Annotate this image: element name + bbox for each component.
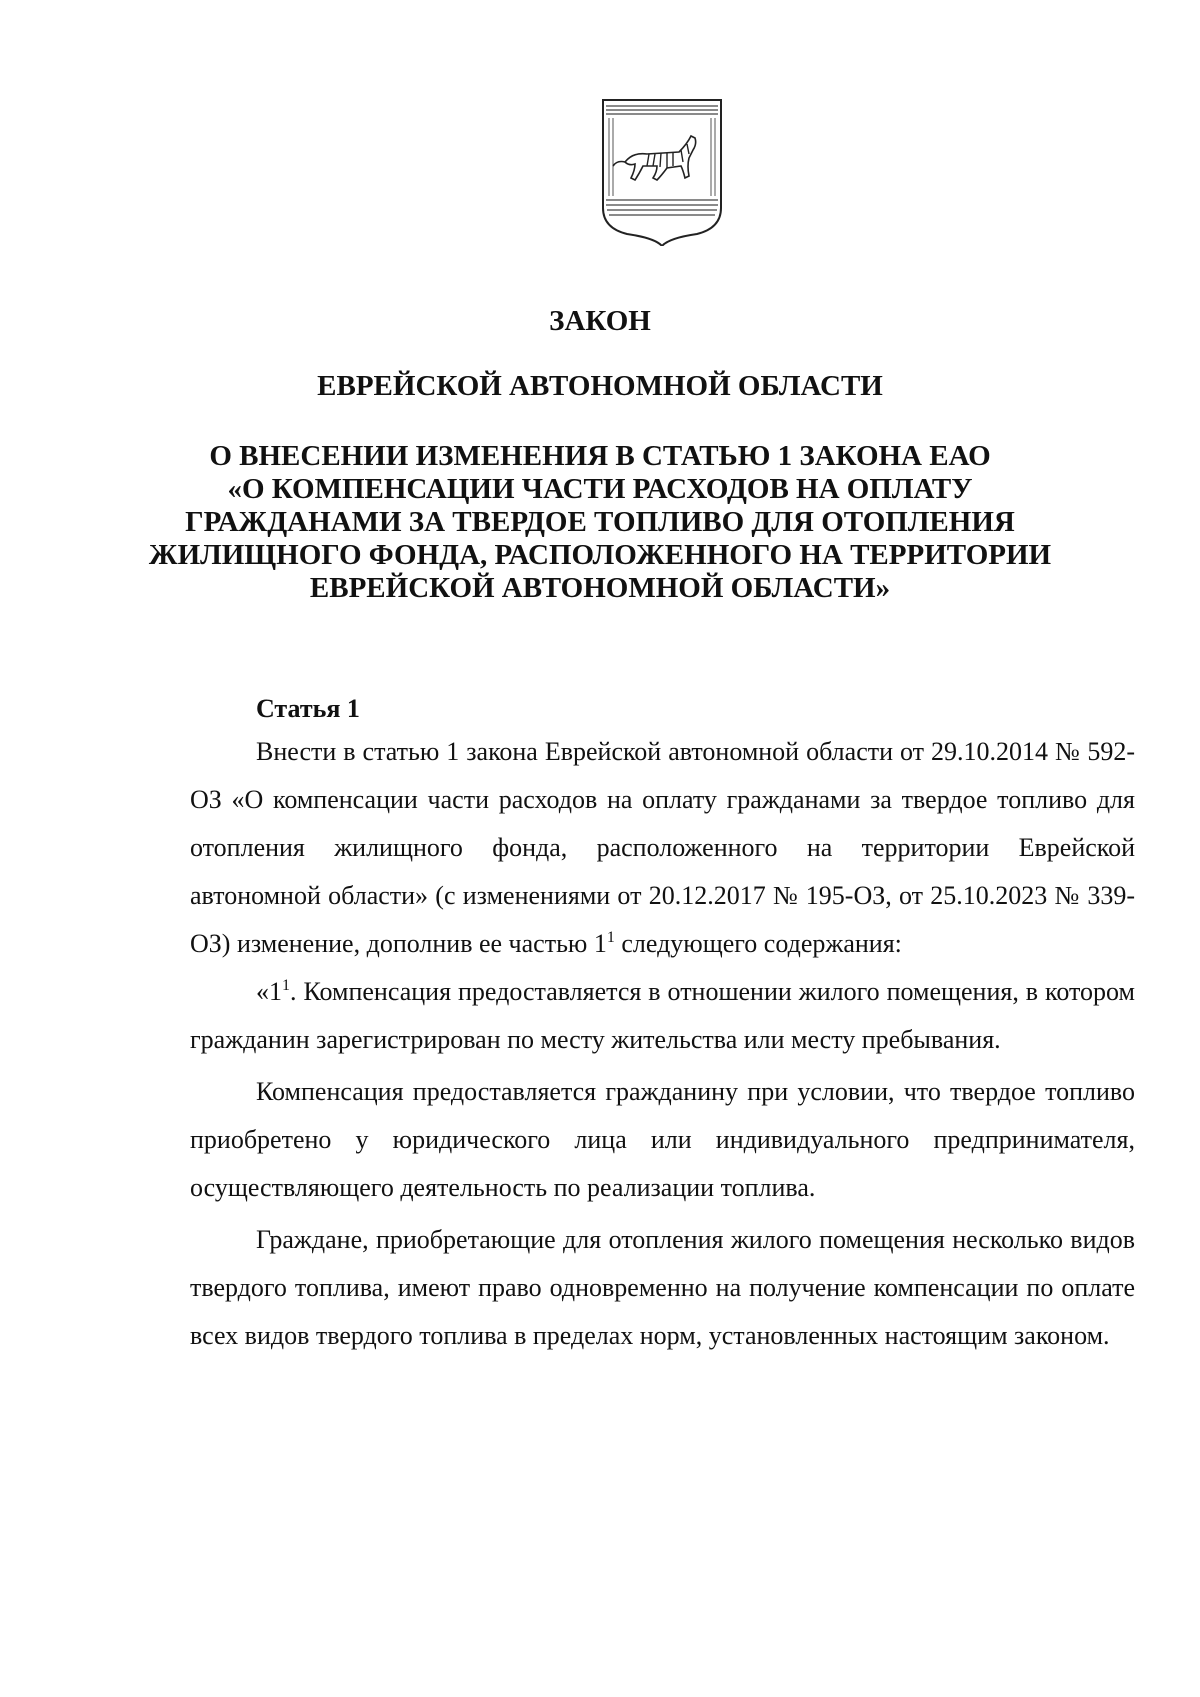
article-title: Статья 1 [256,694,360,723]
tiger-coat-of-arms-icon [597,96,727,246]
law-heading: ЗАКОН [549,305,651,337]
superscript: 1 [282,977,290,994]
law-title-line: «О КОМПЕНСАЦИИ ЧАСТИ РАСХОДОВ НА ОПЛАТУ [227,473,973,505]
law-title-line: ЕВРЕЙСКОЙ АВТОНОМНОЙ ОБЛАСТИ» [309,572,891,604]
law-title-line: ЖИЛИЩНОГО ФОНДА, РАСПОЛОЖЕННОГО НА ТЕРРИТОРИИ [148,539,1052,571]
article-section [190,694,1135,1360]
law-title-line: ГРАЖДАНАМИ ЗА ТВЕРДОЕ ТОПЛИВО ДЛЯ ОТОПЛЕНИЯ [185,506,1015,538]
paragraph-text: . Компенсация предоставляется в отношении жилого помещения, в котором гражданин зарегистрирован по месту жительства или месту пребывания. [190,977,1135,1054]
paragraph-text: «1 [256,977,282,1006]
coat-of-arms-graphic [597,96,727,246]
law-title-line: О ВНЕСЕНИИ ИЗМЕНЕНИЯ В СТАТЬЮ 1 ЗАКОНА ЕАО [209,440,991,472]
article-paragraph: Граждане, приобретающие для отопления жилого помещения несколько видов твердого топлива, имеют право одновременно на получение компенсации по оплате всех видов твердого топлива в пределах норм, установленных настоящим законом. [190,1225,1135,1350]
article-paragraph [190,968,1135,1064]
article-paragraph: Компенсация предоставляется гражданину при условии, что твердое топливо приобретено у юридического лица или индивидуального предпринимателя, осуществляющего деятельность по реализации топлива. [190,1077,1135,1202]
superscript: 1 [606,929,615,946]
article-paragraph [190,728,1135,968]
region-heading: ЕВРЕЙСКОЙ АВТОНОМНОЙ ОБЛАСТИ [317,370,883,402]
law-title [0,440,1200,605]
paragraph-text: следующего содержания: [614,929,902,958]
paragraph-text: Внести в статью 1 закона Еврейской автономной области от 29.10.2014 № 592-ОЗ «О компенсации части расходов на оплату гражданами за твердое топливо для отопления жилищного фонда, расположенного на территории Еврейской автономной области» (с изменениями от 20.12.2017 № 195-ОЗ, от 25.10.2023 № 339-ОЗ) изменение, дополнив ее частью 1 [190,737,1135,958]
